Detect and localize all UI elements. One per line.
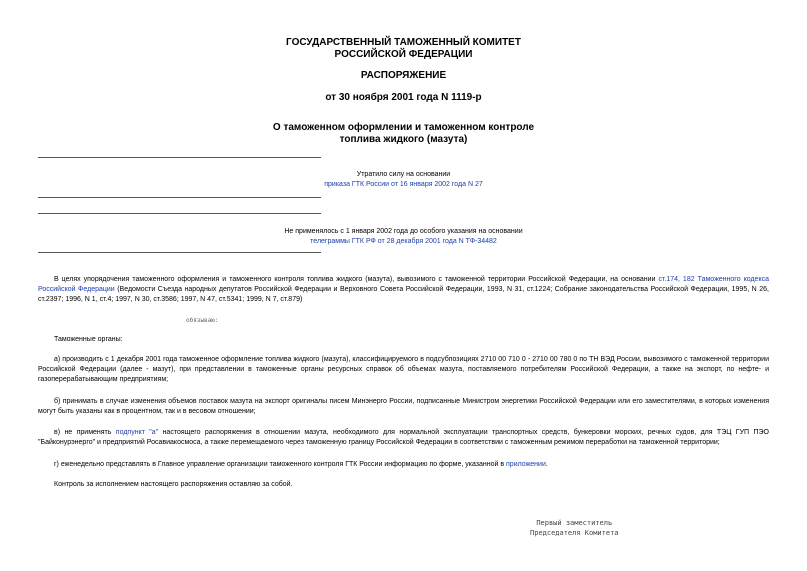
agency-name <box>0 37 807 61</box>
doc-type: РАСПОРЯЖЕНИЕ <box>360 70 447 81</box>
intro-text-b: (Ведомости Съезда народных депутатов Российской Федерации и Верховного Совета Российской Федерации, 1993, N 31, ст.1224; Собрание законодательства Российской Федерации, 1995, N 26, ст.2397; 1996, N 1, ст.4; 1997, N 30, ст.3586; 1997, N 47, ст.5341; 1999, N 7, ст.879) <box>38 286 769 303</box>
control-paragraph <box>38 480 769 490</box>
signature-line-1: Первый заместитель <box>536 519 613 527</box>
doc-title-line-1: О таможенном оформлении и таможенном контроле <box>272 122 535 133</box>
not-applied-text: Не применялось с 1 января 2002 года до особого указания на основании <box>284 228 523 235</box>
customs-code-link[interactable]: ст.174, 182 Таможенного кодекса Российской Федерации <box>38 276 769 293</box>
doc-date: от 30 ноября 2001 года N 1119-р <box>325 92 482 103</box>
control-text: Контроль за исполнением настоящего распоряжения оставляю за собой. <box>54 481 293 488</box>
repealed-text: Утратило силу на основании <box>356 171 451 178</box>
not-applied-link[interactable]: телеграммы ГТК РФ от 28 декабря 2001 года N ТФ-34482 <box>310 238 497 245</box>
item-v-text-a: в) не применять <box>54 429 116 436</box>
divider <box>38 197 321 198</box>
doc-title <box>0 122 807 146</box>
signature-line-2: Председателя Комитета <box>530 529 619 537</box>
agency-line-1: ГОСУДАРСТВЕННЫЙ ТАМОЖЕННЫЙ КОМИТЕТ <box>286 37 521 48</box>
item-b-text: б) принимать в случае изменения объемов поставок мазута на экспорт оригиналы писем Минэнерго России, подписанные Министром энергетики Российской Федерации или его заместителями, в которых изменения могут быть указаны как в процентном, так и в весовом отношении; <box>38 398 769 415</box>
intro-paragraph <box>38 275 769 305</box>
agency-line-2: РОССИЙСКОЙ ФЕДЕРАЦИИ <box>334 49 473 60</box>
item-v-text-b: настоящего распоряжения в отношении мазута, необходимого для нормальной эксплуатации транспортных средств, бункеровки морских, речных судов, для ТЭЦ ГУП ПЭО "Байконурэнерго" и предприятий Росавиакосмоса, а также перемещаемого через таможенную границу Российской Федерации в соответствии с таможенным режимом переработки на таможенной территории; <box>38 429 769 446</box>
item-v-paragraph <box>38 428 769 448</box>
item-g-paragraph <box>38 460 769 470</box>
item-g-text-b: . <box>545 461 548 468</box>
item-a-text: а) производить с 1 декабря 2001 года таможенное оформление топлива жидкого (мазута), классифицируемого в подсубпозициях 2710 00 710 0 - 2710 00 780 0 по ТН ВЭД России, вывозимого с таможенной территории Российской Федерации (далее - мазут), при представлении в таможенные органы ресурсных справок об объемах мазута, поставляемого потребителям Российской Федерации, а также на экспорт, по нефте- и газоперерабатывающим предприятиям; <box>38 356 769 383</box>
item-b-paragraph <box>38 397 769 417</box>
divider <box>38 157 321 158</box>
repealed-link[interactable]: приказа ГТК России от 16 января 2002 года N 27 <box>324 181 483 188</box>
intro-text-a: В целях упорядочения таможенного оформления и таможенного контроля топлива жидкого (мазута), вывозимого с таможенной территории Российской Федерации, на основании <box>54 276 659 283</box>
subpoint-a-link[interactable]: подпункт "а" <box>115 429 159 436</box>
signature-block <box>530 518 619 538</box>
appendix-link[interactable]: приложении <box>506 461 546 468</box>
repealed-note <box>0 170 807 190</box>
divider <box>38 213 321 214</box>
doc-title-line-2: топлива жидкого (мазута) <box>339 134 468 145</box>
divider <box>38 252 321 253</box>
item-g-text-a: г) еженедельно представлять в Главное управление организации таможенного контроля ГТК России информацию по форме, указанной в <box>54 461 507 468</box>
obligation-stamp: обязываю: <box>186 317 219 324</box>
organs-text: Таможенные органы: <box>54 336 123 343</box>
organs-paragraph <box>38 335 769 345</box>
not-applied-note <box>0 227 807 247</box>
item-a-paragraph <box>38 355 769 385</box>
